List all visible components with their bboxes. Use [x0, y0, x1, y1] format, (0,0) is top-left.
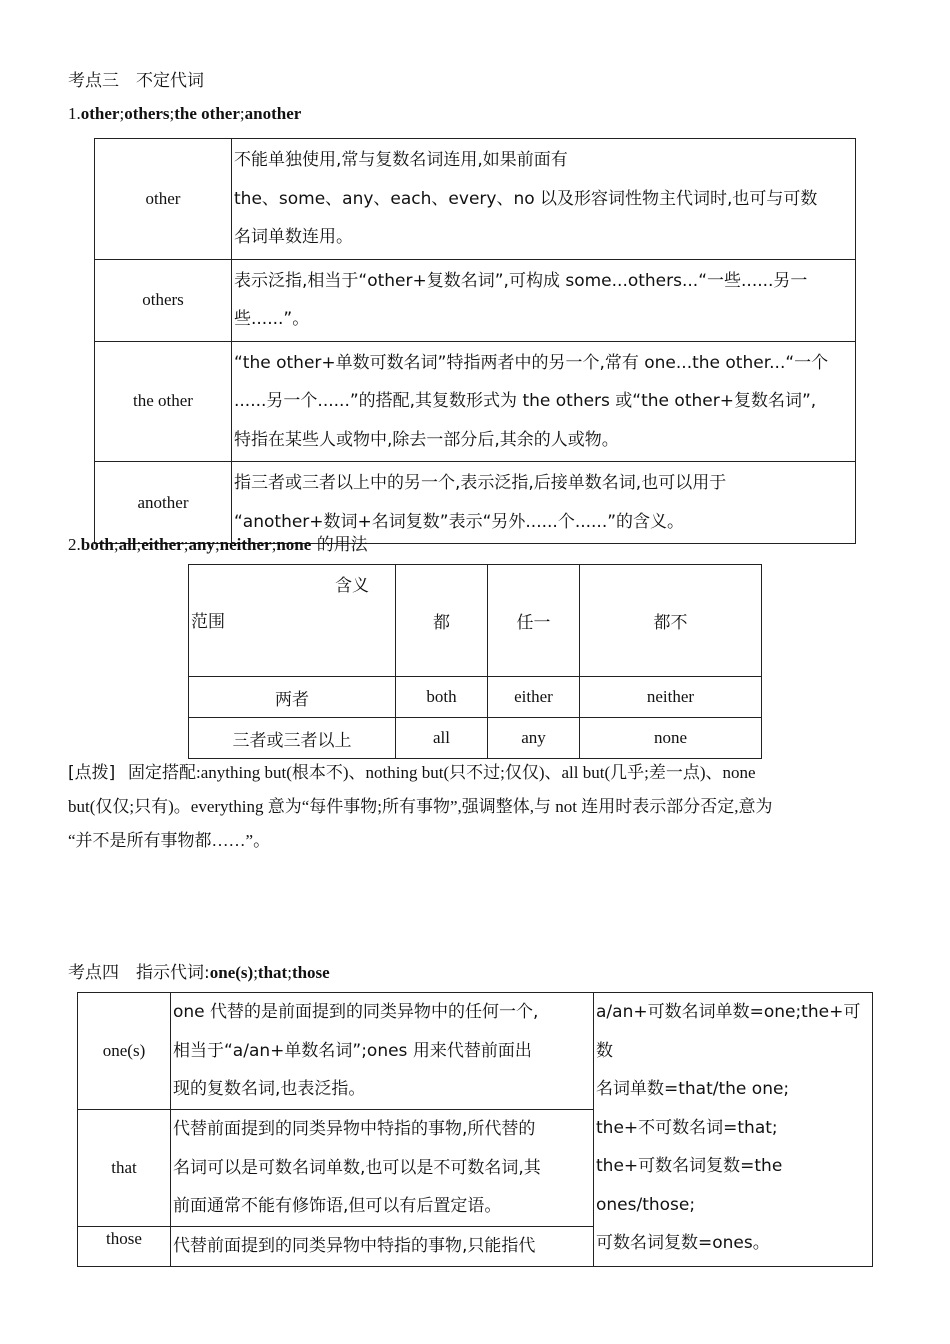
- tip-line: [68, 756, 888, 790]
- desc-cell: [232, 259, 856, 341]
- section3-heading: 考点三 不定代词: [68, 71, 204, 91]
- term-all: all: [118, 535, 137, 554]
- desc-cell: [232, 139, 856, 260]
- subheading-2-prefix: 2.: [68, 535, 81, 554]
- tip-line: “并不是所有事物都……”。: [68, 831, 271, 850]
- column-header: 任一: [488, 565, 580, 677]
- desc-cell: [171, 1110, 594, 1227]
- section4-heading-prefix: 考点四 指示代词:: [68, 963, 210, 983]
- desc-line: the、some、any、each、every、no 以及形容词性物主代词时,也可与可数: [234, 188, 818, 209]
- term-either: either: [141, 535, 184, 554]
- term-others: others: [124, 104, 170, 123]
- summary-line: the+可数名词复数=the ones/those;: [596, 1156, 783, 1215]
- table-cell: all: [396, 718, 488, 759]
- term-cell: that: [78, 1110, 171, 1227]
- summary-line: 可数名词复数=ones。: [596, 1233, 770, 1253]
- desc-line: 相当于“a/an+单数名词”;ones 用来代替前面出: [173, 1040, 532, 1061]
- tip-note: [68, 756, 888, 858]
- summary-line: the+不可数名词=that;: [596, 1117, 778, 1138]
- summary-line: 名词单数=that/the one;: [596, 1079, 790, 1099]
- corner-range-label: 范围: [191, 612, 225, 632]
- separator: ;: [253, 963, 258, 982]
- table-row: [189, 718, 762, 759]
- table-cell: any: [488, 718, 580, 759]
- term-cell: other: [95, 139, 232, 260]
- desc-line: 不能单独使用,常与复数名词连用,如果前面有: [234, 150, 568, 170]
- table-row: [78, 993, 873, 1110]
- desc-line: 前面通常不能有修饰语,但可以有后置定语。: [173, 1196, 502, 1217]
- term-cell: those: [78, 1227, 171, 1267]
- table-cell: either: [488, 677, 580, 718]
- term-that: that: [257, 963, 288, 982]
- separator: ;: [271, 535, 277, 554]
- desc-line: 代替前面提到的同类异物中特指的事物,所代替的: [173, 1119, 536, 1140]
- term-cell: others: [95, 259, 232, 341]
- term-those: those: [291, 963, 330, 982]
- corner-cell: [189, 565, 396, 677]
- desc-line: “another+数词+名词复数”表示“另外......个......”的含义。: [234, 511, 685, 532]
- corner-meaning-label: 含义: [335, 576, 369, 596]
- desc-cell: [232, 341, 856, 462]
- demonstrative-pronouns-table: [77, 992, 873, 1267]
- desc-line: 指三者或三者以上中的另一个,表示泛指,后接单数名词,也可以用于: [234, 473, 727, 493]
- separator: ;: [214, 535, 220, 554]
- tip-line: but(仅仅;只有)。everything 意为“每件事物;所有事物”,强调整体,与 not 连用时表示部分否定,意为: [68, 797, 773, 816]
- term-the-other: the other: [174, 104, 240, 123]
- row-label: 两者: [189, 677, 396, 718]
- column-header: 都: [396, 565, 488, 677]
- separator: ;: [239, 104, 245, 123]
- subheading-2-suffix: 的用法: [311, 535, 368, 555]
- term-none: none: [276, 535, 312, 554]
- subheading-1: [68, 104, 301, 124]
- desc-line: 名词可以是可数名词单数,也可以是不可数名词,其: [173, 1157, 541, 1178]
- separator: ;: [136, 535, 142, 554]
- desc-line: 名词单数连用。: [234, 227, 353, 247]
- table-row: [189, 677, 762, 718]
- separator: ;: [119, 104, 125, 123]
- table-header-row: [189, 565, 762, 677]
- term-cell: one(s): [78, 993, 171, 1110]
- table-row: [95, 259, 856, 341]
- desc-line: 些......”。: [234, 309, 310, 329]
- subheading-2: [68, 530, 368, 555]
- meaning-range-table: [188, 564, 762, 759]
- desc-line: 代替前面提到的同类异物中特指的事物,只能指代: [173, 1236, 536, 1256]
- term-both: both: [80, 535, 114, 554]
- row-label: 三者或三者以上: [189, 718, 396, 759]
- desc-cell: [171, 1227, 594, 1267]
- subheading-1-prefix: 1.: [68, 104, 81, 123]
- table-cell: neither: [580, 677, 762, 718]
- tip-tag: [点拨]: [68, 763, 116, 783]
- term-another: another: [244, 104, 302, 123]
- table-row: [95, 139, 856, 260]
- desc-line: 特指在某些人或物中,除去一部分后,其余的人或物。: [234, 429, 619, 450]
- summary-line: a/an+可数名词单数=one;the+可数: [596, 1002, 861, 1061]
- desc-line: “the other+单数可数名词”特指两者中的另一个,常有 one...the other...“一个: [234, 352, 829, 373]
- separator: ;: [287, 963, 292, 982]
- section4-heading: [68, 958, 330, 983]
- term-cell: another: [95, 462, 232, 544]
- term-other: other: [80, 104, 120, 123]
- table-cell: both: [396, 677, 488, 718]
- term-ones: one(s): [209, 963, 254, 982]
- indefinite-pronouns-table: [94, 138, 856, 544]
- table-cell: none: [580, 718, 762, 759]
- desc-cell: [171, 993, 594, 1110]
- term-any: any: [188, 535, 215, 554]
- table-row: [95, 341, 856, 462]
- separator: ;: [113, 535, 119, 554]
- summary-cell: [594, 993, 873, 1267]
- desc-line: one 代替的是前面提到的同类异物中的任何一个,: [173, 1002, 539, 1023]
- separator: ;: [169, 104, 175, 123]
- separator: ;: [183, 535, 189, 554]
- desc-line: 表示泛指,相当于“other+复数名词”,可构成 some...others...“一些......另一: [234, 270, 808, 291]
- desc-line: 现的复数名词,也表泛指。: [173, 1079, 366, 1100]
- term-cell: the other: [95, 341, 232, 462]
- desc-line: ......另一个......”的搭配,其复数形式为 the others 或“the other+复数名词”,: [234, 391, 817, 411]
- term-neither: neither: [219, 535, 272, 554]
- tip-text: 固定搭配:anything but(根本不)、nothing but(只不过;仅仅)、all but(几乎;差一点)、none: [128, 763, 756, 782]
- column-header: 都不: [580, 565, 762, 677]
